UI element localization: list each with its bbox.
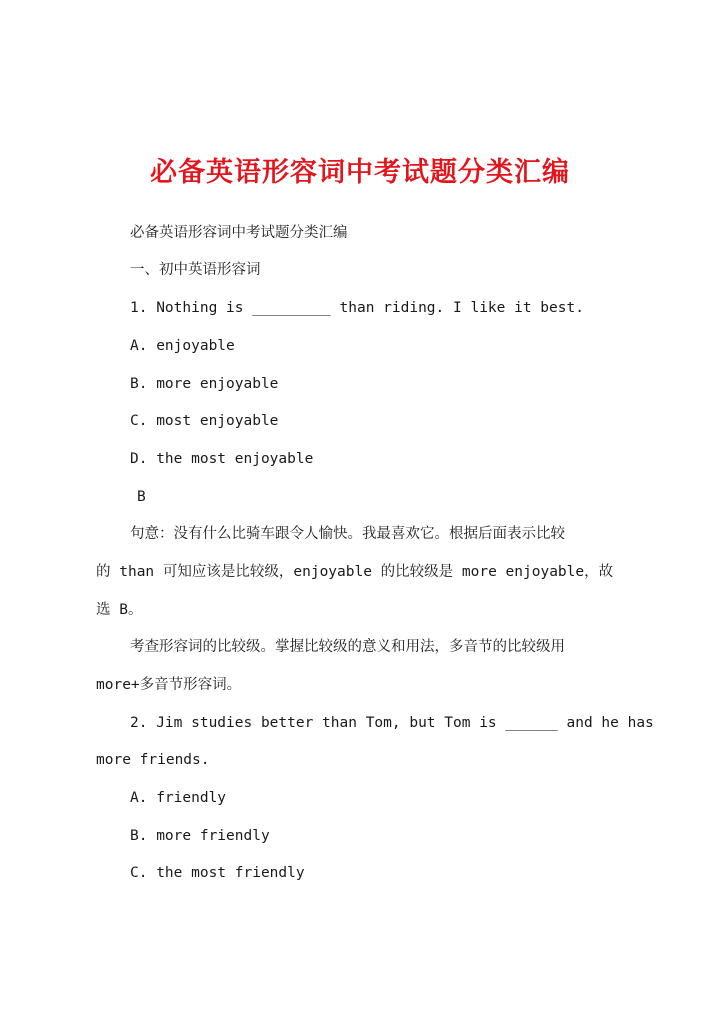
q1-note-line-1: 考查形容词的比较级。掌握比较级的意义和用法，多音节的比较级用 [130,639,565,655]
subtitle-line: 必备英语形容词中考试题分类汇编 [130,225,348,241]
q1-option-d: D. the most enjoyable [130,451,314,467]
q1-answer: B [137,489,146,505]
q1-explanation-line-2: 的 than 可知应该是比较级，enjoyable 的比较级是 more enjoyable，故 [96,564,614,580]
q1-option-c: C. most enjoyable [130,413,279,429]
question-2-line-2: more friends. [96,752,210,768]
section-heading: 一、初中英语形容词 [130,262,261,278]
q1-option-a: A. enjoyable [130,338,235,354]
q1-explanation-line-3: 选 B。 [96,602,143,618]
q2-option-a: A. friendly [130,790,227,806]
question-2-line-1: 2. Jim studies better than Tom, but Tom is ______ and he has [130,715,654,731]
q1-explanation-line-1: 句意：没有什么比骑车跟令人愉快。我最喜欢它。根据后面表示比较 [130,526,565,542]
document-title: 必备英语形容词中考试题分类汇编 [150,157,570,188]
q1-option-b: B. more enjoyable [130,376,279,392]
q2-option-c: C. the most friendly [130,865,305,881]
q1-note-line-2: more+多音节形容词。 [96,677,242,693]
question-1: 1. Nothing is _________ than riding. I like it best. [130,300,584,316]
q2-option-b: B. more friendly [130,828,270,844]
